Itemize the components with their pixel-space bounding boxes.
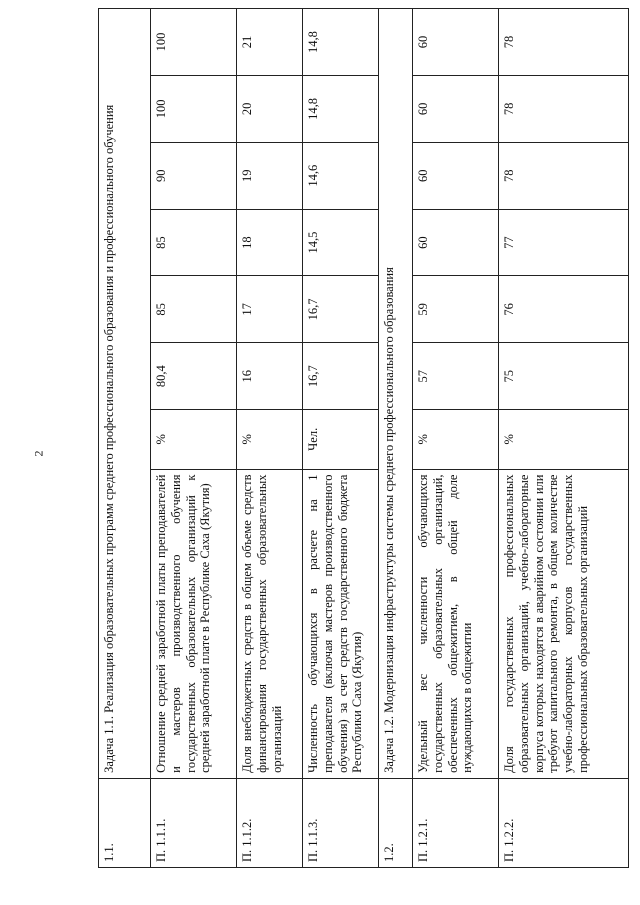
value-cell: 14,8 (303, 9, 379, 76)
table-row (237, 9, 303, 868)
table-row (413, 9, 499, 868)
value-cell: 14,6 (303, 142, 379, 209)
indicator-code: П. 1.1.3. (303, 778, 379, 867)
value-cell: 90 (151, 142, 237, 209)
task-title: Задача 1.1. Реализация образовательных программ среднего профессионального образования и профессионального обучения (99, 9, 151, 779)
indicator-code: П. 1.1.1. (151, 778, 237, 867)
value-cell: 100 (151, 9, 237, 76)
task-title: Задача 1.2. Модернизация инфраструктуры системы среднего профессионального образования (379, 9, 413, 779)
value-cell: 85 (151, 276, 237, 343)
value-cell: 75 (499, 343, 629, 410)
indicator-unit: % (413, 410, 499, 469)
value-cell: 60 (413, 209, 499, 276)
value-cell: 16,7 (303, 343, 379, 410)
value-cell: 85 (151, 209, 237, 276)
indicator-code: П. 1.2.1. (413, 778, 499, 867)
table-row (151, 9, 237, 868)
task-code: 1.1. (99, 778, 151, 867)
value-cell: 78 (499, 142, 629, 209)
value-cell: 19 (237, 142, 303, 209)
value-cell: 16 (237, 343, 303, 410)
indicator-unit: Чел. (303, 410, 379, 469)
table-row (499, 9, 629, 868)
indicators-table-rotated (98, 8, 628, 868)
value-cell: 14,8 (303, 75, 379, 142)
value-cell: 60 (413, 75, 499, 142)
indicator-description: Отношение средней заработной платы преподавателей и мастеров производственного обучения государственных образовательных организаций к средней заработной плате в Республике Саха (Якутия) (151, 469, 237, 778)
value-cell: 80,4 (151, 343, 237, 410)
value-cell: 18 (237, 209, 303, 276)
value-cell: 21 (237, 9, 303, 76)
indicator-unit: % (237, 410, 303, 469)
value-cell: 100 (151, 75, 237, 142)
task-row (99, 9, 151, 868)
table-row (303, 9, 379, 868)
value-cell: 16,7 (303, 276, 379, 343)
indicator-unit: % (499, 410, 629, 469)
indicator-description: Доля государственных профессиональных образовательных организаций, учебно-лабораторные корпуса которых находятся в аварийном состоянии или требуют капитального ремонта, в общем количестве учебно-лабораторных корпусов государственных профессиональных образовательных организаций (499, 469, 629, 778)
value-cell: 59 (413, 276, 499, 343)
value-cell: 57 (413, 343, 499, 410)
indicator-description: Удельный вес численности обучающихся государственных образовательных организаций, обеспеченных общежитием, в общей доле нуждающихся в общежитии (413, 469, 499, 778)
indicator-description: Доля внебюджетных средств в общем объеме средств финансирования государственных образовательных организаций (237, 469, 303, 778)
value-cell: 78 (499, 75, 629, 142)
indicator-unit: % (151, 410, 237, 469)
value-cell: 20 (237, 75, 303, 142)
indicator-description: Численность обучающихся в расчете на 1 преподавателя (включая мастеров производственного обучения) за счет средств государственного бюджета Республики Саха (Якутия) (303, 469, 379, 778)
task-row (379, 9, 413, 868)
value-cell: 60 (413, 9, 499, 76)
indicator-code: П. 1.2.2. (499, 778, 629, 867)
indicator-code: П. 1.1.2. (237, 778, 303, 867)
value-cell: 14,5 (303, 209, 379, 276)
indicators-table (98, 8, 629, 868)
value-cell: 77 (499, 209, 629, 276)
value-cell: 60 (413, 142, 499, 209)
task-code: 1.2. (379, 778, 413, 867)
value-cell: 17 (237, 276, 303, 343)
value-cell: 76 (499, 276, 629, 343)
value-cell: 78 (499, 9, 629, 76)
page-number: 2 (31, 450, 46, 457)
